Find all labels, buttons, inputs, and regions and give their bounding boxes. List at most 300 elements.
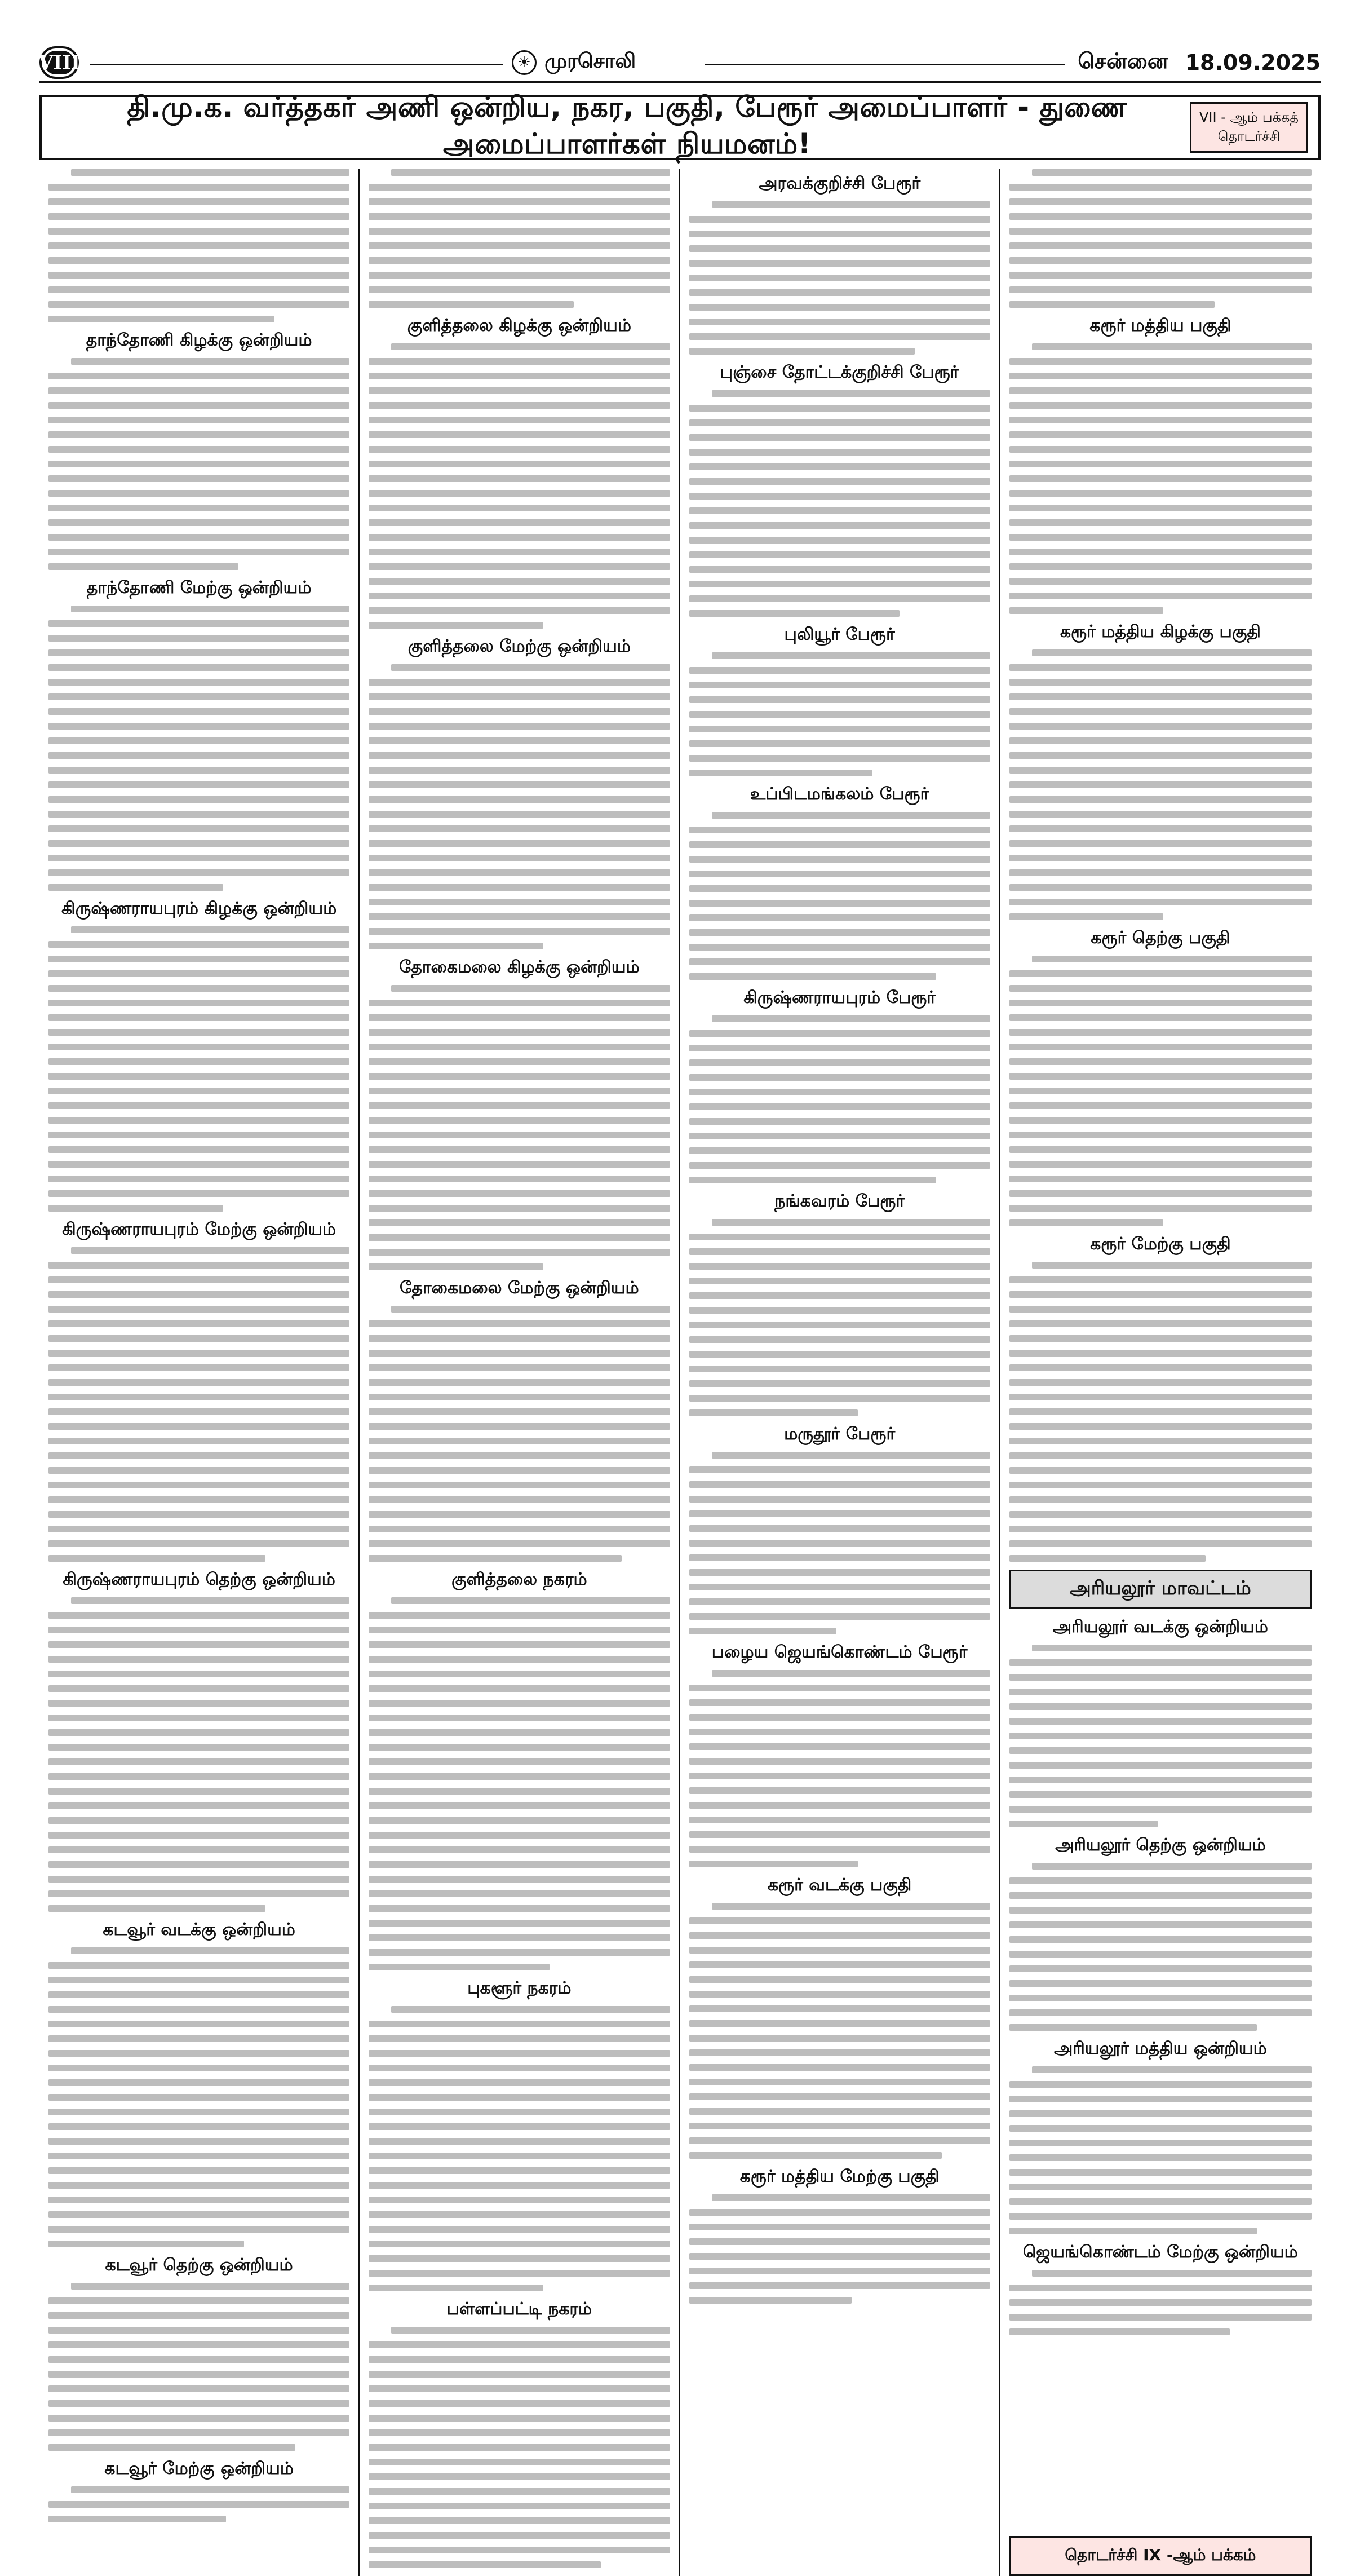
section-heading: பழைய ஜெயங்கொண்டம் பேரூர்	[711, 1642, 968, 1662]
text-line	[48, 708, 349, 715]
text-line	[48, 1685, 349, 1692]
text-line	[369, 1641, 670, 1648]
text-line	[689, 2064, 990, 2071]
text-line	[369, 1890, 670, 1897]
text-line	[369, 184, 670, 191]
text-line	[1009, 446, 1312, 453]
text-line	[369, 1467, 670, 1474]
text-line	[1009, 301, 1215, 308]
text-line	[48, 1788, 349, 1795]
issue-date: 18.09.2025	[1185, 50, 1321, 75]
text-line	[689, 1584, 990, 1590]
text-line	[1009, 198, 1312, 205]
text-line	[48, 1817, 349, 1824]
text-line	[689, 1729, 990, 1735]
section	[1009, 1835, 1312, 2031]
text-line	[369, 2415, 670, 2422]
text-line	[48, 1876, 349, 1883]
text-line	[369, 358, 670, 365]
text-line	[48, 1014, 349, 1021]
section-heading: உப்பிடமங்கலம் பேரூர்	[750, 784, 929, 804]
text-line	[369, 2503, 670, 2509]
section-heading: கிருஷ்ணராயபுரம் தெற்கு ஒன்றியம்	[63, 1570, 335, 1589]
text-line	[48, 1832, 349, 1839]
body-text-placeholder	[689, 1015, 990, 1183]
text-line	[369, 899, 670, 905]
text-line	[369, 286, 670, 293]
text-line	[1009, 899, 1312, 905]
text-line	[689, 1496, 990, 1503]
body-text-placeholder	[48, 358, 349, 570]
section	[689, 784, 990, 980]
section-heading: குளித்தலை மேற்கு ஒன்றியம்	[407, 637, 631, 656]
text-line	[369, 2094, 670, 2101]
text-line	[689, 1162, 990, 1169]
text-line	[1009, 475, 1312, 482]
text-line	[689, 1861, 858, 1867]
section-heading: தோகைமலை மேற்கு ஒன்றியம்	[400, 1278, 639, 1298]
section	[369, 169, 670, 308]
text-line	[369, 593, 670, 599]
text-line	[1009, 2096, 1312, 2102]
text-line	[48, 1758, 349, 1765]
text-line	[1009, 1276, 1312, 1283]
text-line	[369, 2517, 670, 2524]
text-line	[48, 2021, 349, 2027]
text-line	[48, 2182, 349, 2189]
text-line	[48, 840, 349, 847]
text-line	[71, 2283, 349, 2290]
text-line	[48, 316, 274, 322]
section	[369, 2299, 670, 2568]
text-line	[369, 2429, 670, 2436]
text-line	[369, 505, 670, 511]
text-line	[1009, 228, 1312, 235]
section	[369, 1978, 670, 2291]
text-line	[1009, 1511, 1312, 1518]
text-line	[369, 1132, 670, 1138]
text-line	[1009, 1350, 1312, 1357]
text-line	[689, 1351, 990, 1358]
text-line	[369, 943, 543, 949]
text-line	[48, 1262, 349, 1269]
text-line	[1009, 2125, 1312, 2132]
text-line	[689, 1569, 990, 1576]
text-line	[48, 1379, 349, 1386]
text-line	[1009, 1965, 1312, 1972]
text-line	[48, 1029, 349, 1036]
section	[689, 1191, 990, 1416]
text-line	[48, 2109, 349, 2115]
text-line	[48, 1044, 349, 1050]
text-line	[1009, 461, 1312, 467]
text-line	[48, 693, 349, 700]
masthead	[39, 44, 1321, 83]
text-line	[689, 1846, 990, 1853]
section-heading: கரூர் மேற்கு பகுதி	[1090, 1234, 1231, 1254]
text-line	[1009, 1394, 1312, 1400]
text-line	[689, 1133, 990, 1139]
text-line	[48, 1656, 349, 1663]
text-line	[48, 505, 349, 511]
text-line	[689, 434, 990, 441]
text-line	[369, 2226, 670, 2233]
section	[689, 1424, 990, 1634]
text-line	[48, 2138, 349, 2145]
section-heading: கரூர் வடக்கு பகுதி	[767, 1875, 912, 1895]
text-line	[369, 1423, 670, 1430]
text-line	[369, 1379, 670, 1386]
headline-box	[39, 91, 1321, 160]
text-line	[369, 1146, 670, 1153]
section-heading: கரூர் தெற்கு பகுதி	[1091, 928, 1230, 948]
text-line	[689, 1540, 990, 1547]
text-line	[689, 1030, 990, 1037]
text-line	[48, 985, 349, 992]
text-line	[369, 461, 670, 467]
text-line	[369, 1058, 670, 1065]
text-line	[48, 811, 349, 818]
text-line	[369, 2182, 670, 2189]
text-line	[48, 767, 349, 774]
section-heading: புலியூர் பேரூர்	[784, 625, 895, 644]
text-line	[48, 2385, 349, 2392]
text-line	[369, 1205, 670, 1212]
section-heading: அரியலூர் தெற்கு ஒன்றியம்	[1055, 1835, 1266, 1855]
section	[1009, 622, 1312, 920]
section-heading: புகளூர் நகரம்	[467, 1978, 572, 1998]
text-line	[369, 242, 670, 249]
text-line	[369, 693, 670, 700]
text-line	[689, 900, 990, 907]
text-line	[369, 1526, 670, 1532]
text-line	[369, 257, 670, 264]
text-line	[48, 417, 349, 423]
section-heading: தாந்தோணி கிழக்கு ஒன்றியம்	[86, 330, 312, 350]
text-line	[48, 1320, 349, 1327]
text-line	[48, 1627, 349, 1633]
section	[48, 2459, 349, 2522]
text-line	[48, 2327, 349, 2334]
text-line	[369, 2285, 543, 2291]
text-line	[369, 2561, 600, 2568]
section	[1009, 316, 1312, 614]
text-line	[1009, 985, 1312, 992]
body-text-placeholder	[1009, 1645, 1312, 1827]
text-line	[1009, 781, 1312, 788]
text-line	[1009, 387, 1312, 394]
column-4	[1000, 169, 1321, 2576]
text-line	[48, 796, 349, 803]
text-line	[369, 1744, 670, 1751]
text-line	[1009, 2198, 1312, 2205]
section	[689, 2167, 990, 2304]
text-line	[48, 2312, 349, 2319]
text-line	[1009, 257, 1312, 264]
column-1	[39, 169, 360, 2576]
text-line	[689, 2297, 852, 2304]
text-line	[48, 2444, 295, 2451]
section-heading: தாந்தோணி மேற்கு ஒன்றியம்	[86, 578, 312, 598]
text-line	[1009, 752, 1312, 759]
text-line	[48, 2297, 349, 2304]
text-line	[689, 1409, 858, 1416]
text-line	[48, 1350, 349, 1357]
text-line	[1009, 2285, 1312, 2291]
text-line	[1009, 1496, 1312, 1503]
text-line	[689, 1773, 990, 1779]
text-line	[1009, 1014, 1312, 1021]
text-line	[689, 1787, 990, 1794]
text-line	[48, 1438, 349, 1444]
text-line	[48, 2167, 349, 2174]
text-line	[1009, 272, 1312, 279]
text-line	[369, 431, 670, 438]
text-line	[48, 2079, 349, 2086]
page-headline: தி.மு.க. வர்த்தகர் அணி ஒன்றிய, நகர, பகுதி, பேரூர் அமைப்பாளர் - துணை அமைப்பாளர்கள் நியமனம்!	[127, 91, 1127, 160]
body-text-placeholder	[689, 812, 990, 980]
section	[369, 316, 670, 629]
text-line	[48, 1671, 349, 1677]
continued-note: தொடர்ச்சி IX -ஆம் பக்கம்	[1009, 2536, 1312, 2576]
text-line	[48, 1482, 349, 1488]
text-line	[1009, 796, 1312, 803]
text-line	[1009, 402, 1312, 409]
text-line	[689, 463, 990, 470]
text-line	[369, 928, 670, 935]
text-line	[369, 767, 670, 774]
text-line	[369, 622, 543, 629]
text-line	[369, 1540, 670, 1547]
text-line	[48, 2006, 349, 2013]
text-line	[689, 740, 990, 747]
text-line	[1009, 1102, 1312, 1109]
section-heading: கிருஷ்ணராயபுரம் கிழக்கு ஒன்றியம்	[61, 899, 337, 918]
text-line	[369, 563, 670, 570]
text-line	[689, 1961, 990, 1968]
text-line	[48, 1161, 349, 1168]
text-line	[369, 549, 670, 555]
text-line	[48, 549, 349, 555]
text-line	[1009, 1408, 1312, 1415]
text-line	[48, 1861, 349, 1868]
text-line	[48, 2415, 349, 2422]
text-line	[1009, 417, 1312, 423]
text-line	[1009, 970, 1312, 977]
text-line	[689, 289, 990, 296]
text-line	[1009, 1320, 1312, 1327]
body-text-placeholder	[1009, 956, 1312, 1226]
text-line	[369, 578, 670, 585]
body-text-placeholder	[1009, 1863, 1312, 2031]
text-line	[369, 301, 573, 308]
text-line	[369, 1555, 622, 1562]
text-line	[689, 1699, 990, 1706]
text-line	[689, 275, 990, 281]
text-line	[369, 1073, 670, 1080]
text-line	[712, 652, 990, 659]
text-line	[48, 1176, 349, 1182]
text-line	[369, 913, 670, 920]
text-line	[48, 1205, 223, 1212]
text-line	[1032, 2270, 1312, 2277]
article-columns	[39, 169, 1321, 2564]
text-line	[1009, 1073, 1312, 1080]
text-line	[689, 551, 990, 558]
text-line	[1009, 563, 1312, 570]
body-text-placeholder	[48, 2486, 349, 2522]
text-line	[369, 723, 670, 730]
section	[48, 169, 349, 322]
section	[48, 899, 349, 1212]
text-line	[689, 856, 990, 863]
text-line	[369, 2211, 670, 2218]
body-text-placeholder	[48, 169, 349, 322]
text-line	[48, 301, 349, 308]
text-line	[369, 1335, 670, 1342]
text-line	[48, 213, 349, 220]
text-line	[1009, 884, 1312, 891]
text-line	[1009, 840, 1312, 847]
section-heading: குளித்தலை நகரம்	[451, 1570, 587, 1589]
body-text-placeholder	[689, 1219, 990, 1416]
text-line	[369, 2123, 670, 2130]
text-line	[1009, 1029, 1312, 1036]
text-line	[48, 2226, 349, 2233]
body-text-placeholder	[1009, 343, 1312, 614]
text-line	[1009, 1951, 1312, 1958]
text-line	[369, 1350, 670, 1357]
body-text-placeholder	[48, 926, 349, 1212]
text-line	[71, 1597, 349, 1604]
section-heading: கரூர் மத்திய கிழக்கு பகுதி	[1060, 622, 1261, 642]
text-line	[689, 1758, 990, 1765]
text-line	[48, 1088, 349, 1094]
text-line	[1009, 1689, 1312, 1695]
text-line	[48, 1846, 349, 1853]
text-line	[48, 1641, 349, 1648]
text-line	[48, 272, 349, 279]
text-line	[48, 2065, 349, 2071]
text-line	[48, 1700, 349, 1707]
body-text-placeholder	[48, 1597, 349, 1912]
text-line	[48, 1423, 349, 1430]
text-line	[1009, 490, 1312, 497]
text-line	[1009, 693, 1312, 700]
section	[48, 1920, 349, 2247]
text-line	[689, 1059, 990, 1066]
text-line	[1009, 1921, 1312, 1928]
text-line	[48, 2516, 226, 2522]
text-line	[1009, 1438, 1312, 1444]
text-line	[48, 1555, 265, 1562]
text-line	[48, 664, 349, 671]
text-line	[689, 1322, 990, 1328]
text-line	[369, 1802, 670, 1809]
text-line	[369, 1729, 670, 1736]
section-heading: ஜெயங்கொண்டம் மேற்கு ஒன்றியம்	[1022, 2242, 1298, 2262]
section	[689, 1642, 990, 1867]
text-line	[369, 1876, 670, 1883]
text-line	[369, 855, 670, 861]
text-line	[1009, 242, 1312, 249]
text-line	[391, 985, 670, 992]
text-line	[369, 475, 670, 482]
body-text-placeholder	[369, 985, 670, 1270]
text-line	[1009, 1980, 1312, 1987]
text-line	[1009, 2081, 1312, 2088]
text-line	[1009, 1000, 1312, 1006]
text-line	[369, 417, 670, 423]
text-line	[369, 781, 670, 788]
section	[689, 1875, 990, 2159]
body-text-placeholder	[369, 1306, 670, 1562]
section	[1009, 928, 1312, 1226]
text-line	[48, 2153, 349, 2159]
section-heading: பள்ளப்பட்டி நகரம்	[446, 2299, 592, 2319]
text-line	[1009, 1176, 1312, 1182]
text-line	[369, 1088, 670, 1094]
text-line	[689, 2209, 990, 2216]
text-line	[369, 1394, 670, 1400]
text-line	[71, 1247, 349, 1254]
text-line	[689, 755, 990, 762]
text-line	[1009, 1146, 1312, 1153]
text-line	[712, 201, 990, 208]
body-text-placeholder	[369, 1597, 670, 1970]
text-line	[689, 2137, 990, 2144]
text-line	[48, 1773, 349, 1780]
section-heading: கடவூர் தெற்கு ஒன்றியம்	[105, 2255, 293, 2275]
text-line	[1009, 358, 1312, 365]
text-line	[689, 1466, 990, 1473]
text-line	[1009, 1058, 1312, 1065]
text-line	[369, 1964, 550, 1970]
text-line	[1009, 286, 1312, 293]
text-line	[369, 1176, 670, 1182]
text-line	[689, 1525, 990, 1532]
text-line	[48, 1102, 349, 1109]
body-text-placeholder	[369, 169, 670, 308]
text-line	[689, 696, 990, 703]
section	[1009, 1617, 1312, 1827]
text-line	[689, 2108, 990, 2115]
section	[1009, 2242, 1312, 2335]
text-line	[369, 2153, 670, 2159]
text-line	[689, 610, 900, 617]
text-line	[369, 1190, 670, 1197]
body-text-placeholder	[48, 1947, 349, 2247]
text-line	[689, 245, 990, 252]
body-text-placeholder	[48, 606, 349, 891]
text-line	[48, 242, 349, 249]
text-line	[1009, 1088, 1312, 1094]
body-text-placeholder	[369, 2327, 670, 2568]
text-line	[1009, 1733, 1312, 1739]
text-line	[48, 2123, 349, 2130]
text-line	[689, 449, 990, 456]
text-line	[1009, 1205, 1312, 1212]
text-line	[1009, 1132, 1312, 1138]
text-line	[1009, 519, 1312, 526]
text-line	[1009, 1482, 1312, 1488]
city: சென்னை	[1078, 48, 1168, 73]
text-line	[369, 1612, 670, 1619]
text-line	[48, 1962, 349, 1969]
text-line	[369, 1102, 670, 1109]
section	[1009, 169, 1312, 308]
text-line	[391, 1306, 670, 1313]
